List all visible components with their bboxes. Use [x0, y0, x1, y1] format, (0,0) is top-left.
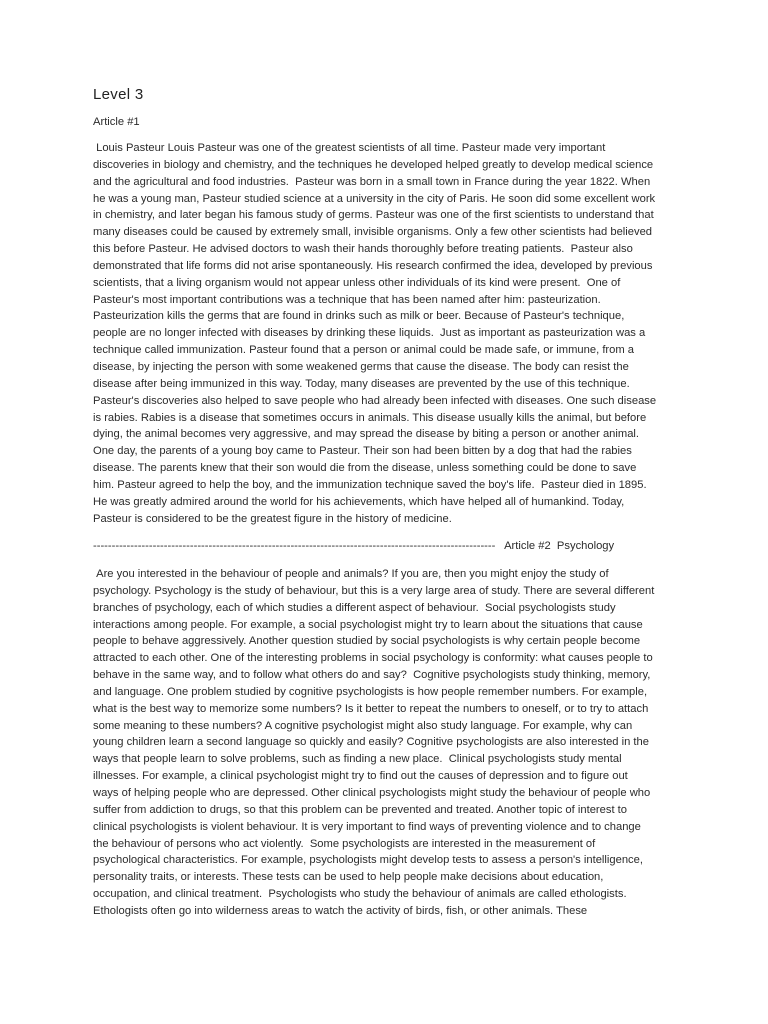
text-line: clinical psychologists is violent behaviour. It is very important to find ways of preventing violence and to change — [93, 820, 641, 833]
text-line: young children learn a second language so quickly and easily? Cognitive psychologists are also interested in the — [93, 736, 649, 749]
text-line: disease. The parents knew that their son would die from the disease, unless something could be done to save — [93, 462, 637, 475]
text-line: and language. One problem studied by cognitive psychologists is how people remember numbers. For example, — [93, 685, 648, 698]
text-line: is rabies. Rabies is a disease that sometimes occurs in animals. This disease usually kills the animal, but before — [93, 411, 647, 424]
text-line: what is the best way to memorize some numbers? Is it better to repeat the numbers to oneself, or to try to attach — [93, 702, 649, 715]
text-line: people to behave aggressively. Another question studied by social psychologists is why certain people become — [93, 635, 641, 648]
text-line: psychology. Psychology is the study of behaviour, but this is a very large area of study. There are several different — [93, 584, 655, 597]
text-line: disease after being immunized in this way. Today, many diseases are prevented by the use of this technique. — [93, 377, 630, 390]
text-line: this before Pasteur. He advised doctors to wash their hands thoroughly before treating patients. Pasteur also — [93, 243, 633, 256]
text-line: interactions among people. For example, a social psychologist might try to learn about the situations that cause — [93, 618, 643, 631]
text-line: him. Pasteur agreed to help the boy, and the immunization technique saved the boy's life. Pasteur died in 1895. — [93, 478, 647, 491]
text-line: ways of helping people who are depressed. Other clinical psychologists might study the behaviour of people who — [93, 786, 651, 799]
text-line: attracted to each other. One of the interesting problems in social psychology is conformity: what causes people to — [93, 652, 653, 665]
text-line: and the agricultural and food industries. Pasteur was born in a small town in France during the year 1822. When — [93, 175, 651, 188]
text-line: branches of psychology, each of which studies a different aspect of behaviour. Social psychologists study — [93, 601, 616, 614]
text-line: the behaviour of persons who act violently. Some psychologists are interested in the measurement of — [93, 837, 596, 850]
text-line: people are no longer infected with diseases by drinking these liquids. Just as important as pasteurization was a — [93, 327, 646, 340]
text-line: Pasteur's discoveries also helped to save people who had already been infected with diseases. One such disease — [93, 394, 657, 407]
text-line: ways that people learn to solve problems, such as finding a new place. Clinical psychologists study mental — [93, 753, 622, 766]
text-line: personality traits, or interests. These tests can be used to help people make decisions about education, — [93, 871, 604, 884]
text-line: he was a young man, Pasteur studied science at a university in the city of Paris. He soon did some excellent work — [93, 192, 656, 205]
text-line: He was greatly admired around the world for his achievements, which have helped all of humankind. Today, — [93, 495, 625, 508]
article-divider: ------------------------------------------------------------------------------------------------------------ Article #2 Psychology — [93, 540, 615, 552]
text-line: Louis Pasteur Louis Pasteur was one of the greatest scientists of all time. Pasteur made very important — [93, 142, 606, 154]
text-line: psychological characteristics. For example, psychologists might develop tests to assess a person's intelligence, — [93, 854, 643, 867]
text-line: technique called immunization. Pasteur found that a person or animal could be made safe, or immune, from a — [93, 344, 635, 357]
text-line: some meaning to these numbers? A cognitive psychologist might also study language. For example, why can — [93, 719, 633, 732]
text-line: Are you interested in the behaviour of people and animals? If you are, then you might enjoy the study of — [93, 568, 609, 580]
text-line: suffer from addiction to drugs, so that this problem can be prevented and treated. Another topic of interest to — [93, 803, 628, 816]
text-line: demonstrated that life forms did not arise spontaneously. His research confirmed the idea, developed by previous — [93, 259, 653, 272]
text-line: behave in the same way, and to follow what others do and say? Cognitive psychologists study thinking, memory, — [93, 669, 651, 682]
text-line: dying, the animal becomes very aggressive, and may spread the disease by biting a person or another animal. — [93, 428, 640, 441]
text-line: discoveries in biology and chemistry, and the techniques he developed helped greatly to develop medical science — [93, 158, 654, 171]
text-line: illnesses. For example, a clinical psychologist might try to find out the causes of depression and to figure out — [93, 770, 628, 783]
text-line: Pasteur is considered to be the greatest figure in the history of medicine. — [93, 512, 452, 525]
text-line: Pasteur's most important contributions was a technique that has been named after him: pasteurization. — [93, 293, 601, 306]
text-line: Pasteurization kills the germs that are found in drinks such as milk or beer. Because of Pasteur's technique, — [93, 310, 625, 323]
text-line: in chemistry, and later began his famous study of germs. Pasteur was one of the first scientists to understand that — [93, 209, 654, 222]
article-1-body — [93, 140, 683, 527]
article-2-body — [93, 566, 683, 920]
text-line: Ethologists often go into wilderness areas to watch the activity of birds, fish, or other animals. These — [93, 904, 588, 917]
article-1-label: Article #1 — [93, 116, 140, 128]
text-line: many diseases could be caused by extremely small, invisible organisms. Only a few other scientists had believed — [93, 226, 653, 239]
text-line: disease, by injecting the person with some weakened germs that cause the disease. The body can resist the — [93, 360, 629, 373]
text-line: One day, the parents of a young boy came to Pasteur. Their son had been bitten by a dog that had the rabies — [93, 445, 632, 458]
text-line: occupation, and clinical treatment. Psychologists who study the behaviour of animals are called ethologists. — [93, 888, 627, 901]
text-line: scientists, that a living organism would not appear unless other individuals of its kind were present. One of — [93, 276, 621, 289]
level-heading: Level 3 — [93, 86, 144, 103]
